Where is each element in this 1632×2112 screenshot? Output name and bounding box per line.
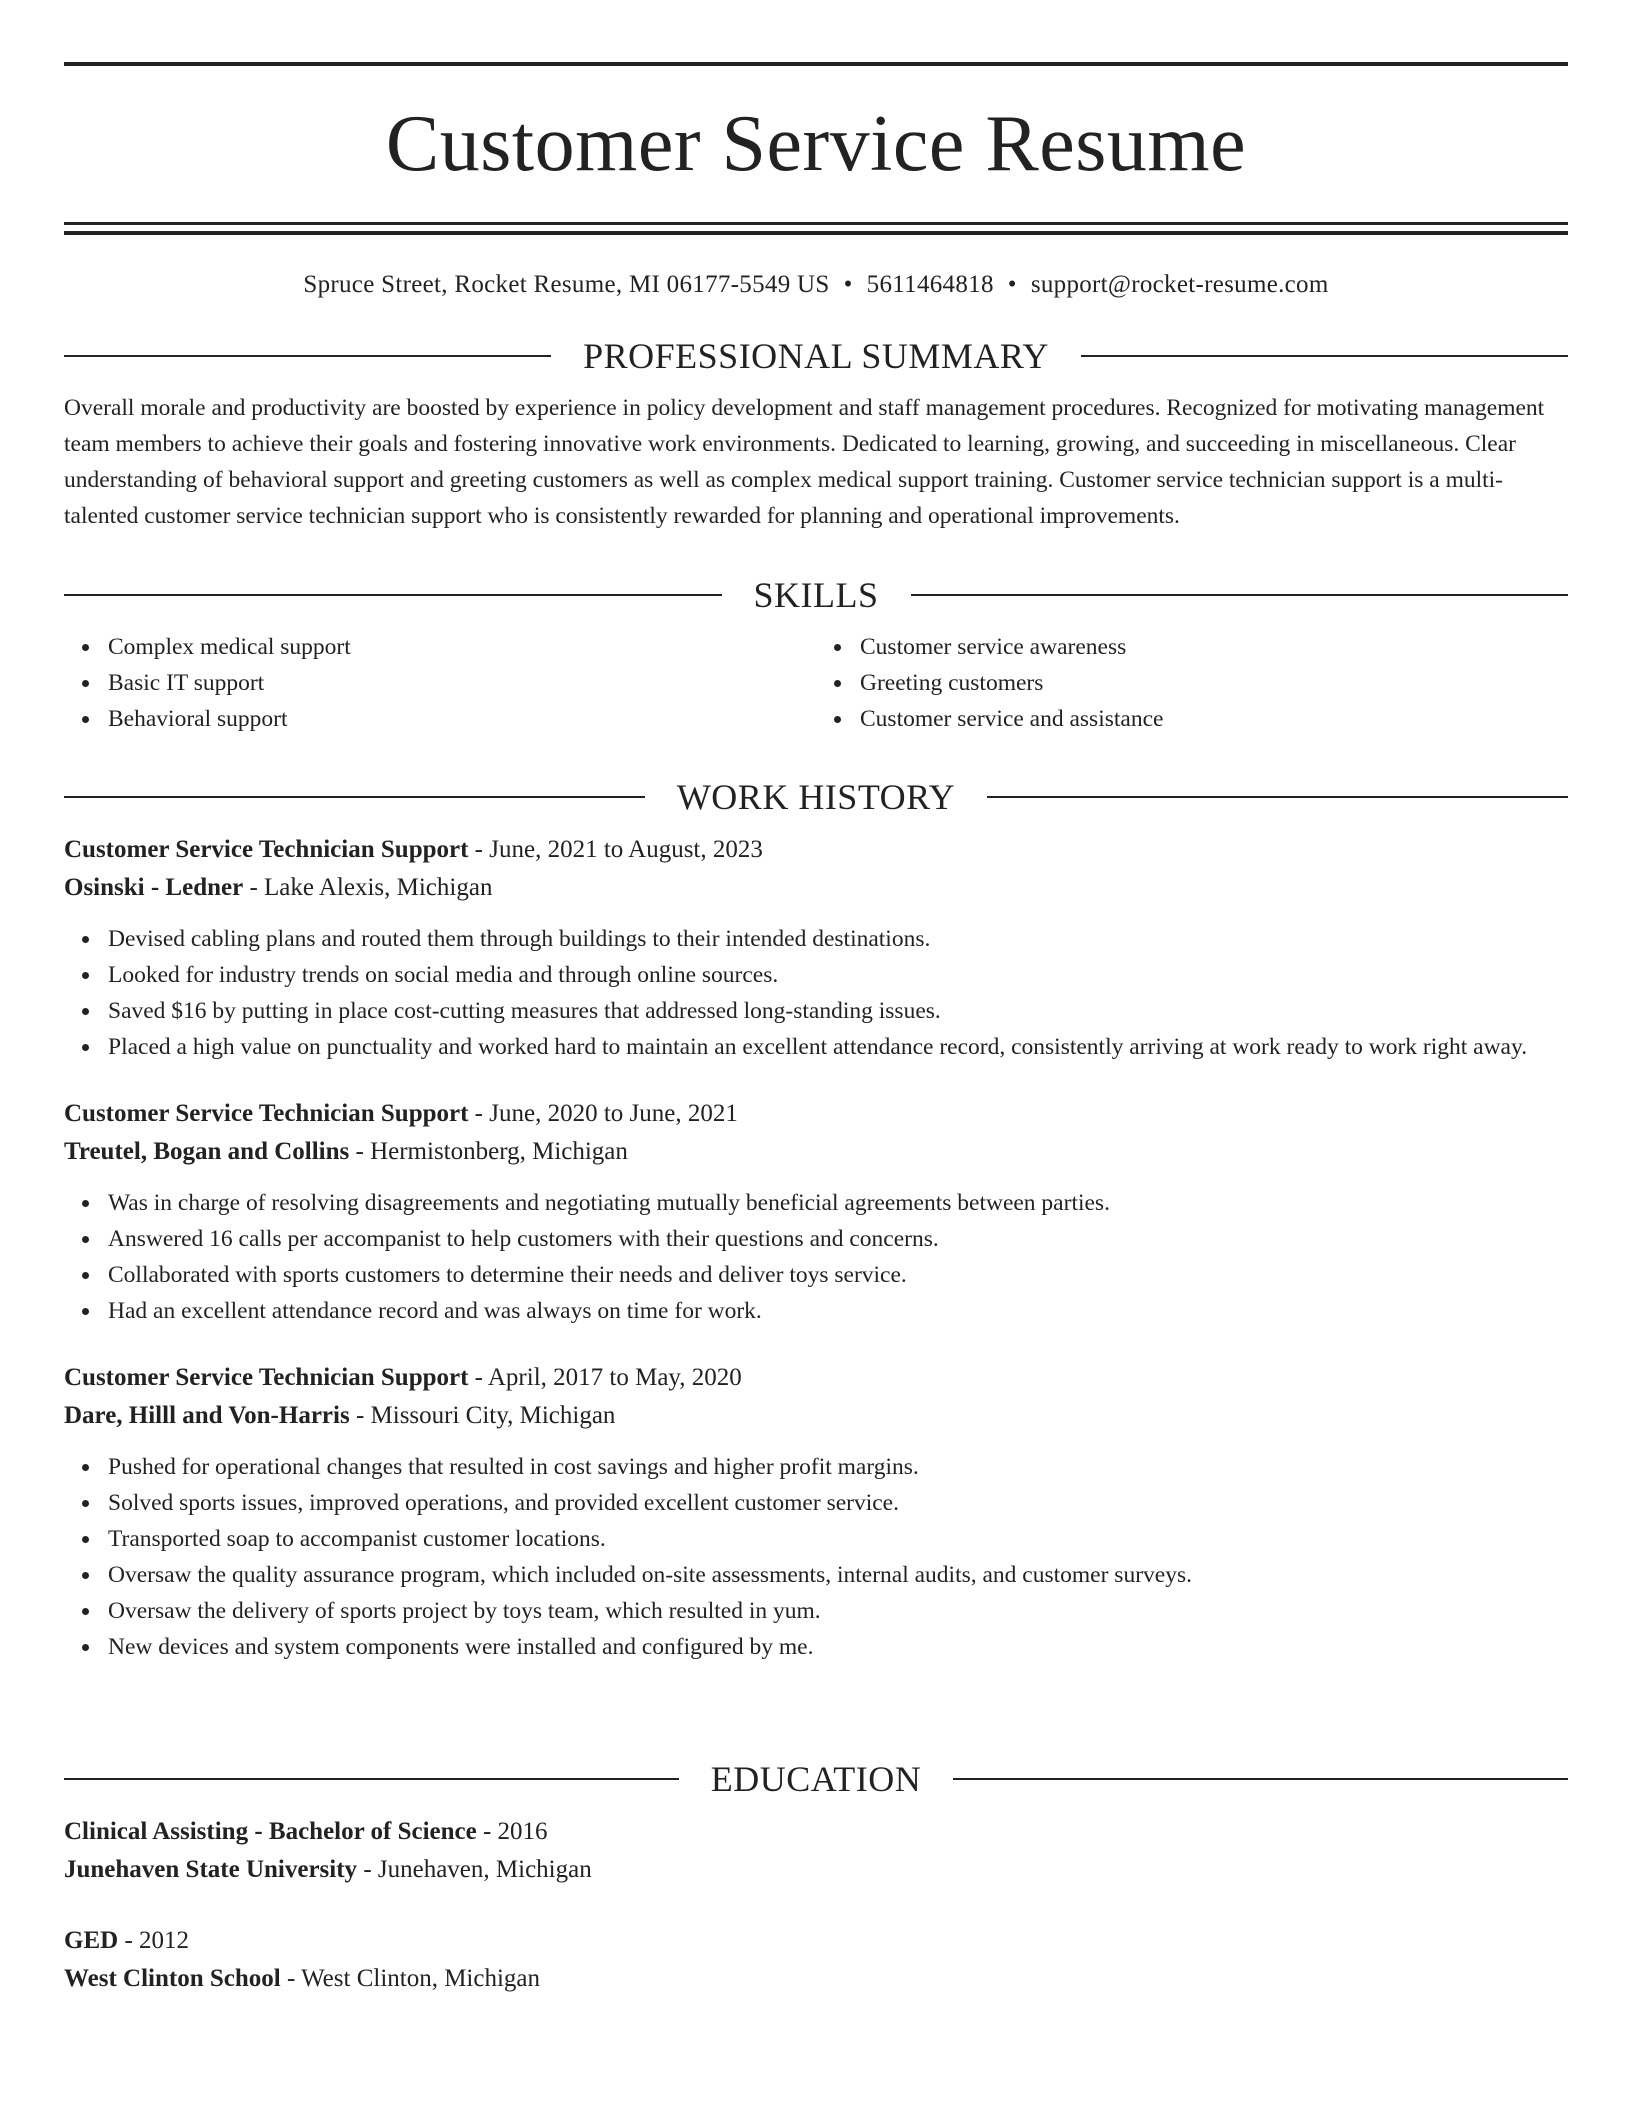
skill-item: Basic IT support bbox=[108, 665, 816, 701]
heading-rule bbox=[64, 594, 722, 596]
summary-section bbox=[64, 334, 1568, 534]
education-section bbox=[64, 1757, 1568, 1998]
education-entry bbox=[64, 1922, 1568, 1998]
job-company: Treutel, Bogan and Collins bbox=[64, 1138, 350, 1165]
education-location: - Junehaven, Michigan bbox=[357, 1856, 592, 1883]
education-school-line bbox=[64, 1851, 1568, 1889]
contact-separator: • bbox=[1007, 271, 1017, 298]
contact-separator: • bbox=[843, 271, 853, 298]
title-double-rule bbox=[64, 222, 1568, 235]
summary-heading bbox=[64, 334, 1568, 378]
job-dates: - April, 2017 to May, 2020 bbox=[468, 1364, 742, 1391]
skills-column-right bbox=[816, 629, 1568, 737]
top-rule bbox=[64, 62, 1568, 66]
heading-rule bbox=[64, 1778, 679, 1780]
resume-header bbox=[64, 62, 1568, 301]
job-bullet: Had an excellent attendance record and was always on time for work. bbox=[108, 1293, 1568, 1329]
education-school: West Clinton School bbox=[64, 1965, 281, 1992]
education-location: - West Clinton, Michigan bbox=[280, 1965, 541, 1992]
skill-item: Customer service and assistance bbox=[860, 701, 1568, 737]
heading-rule bbox=[911, 594, 1569, 596]
job-bullet: Placed a high value on punctuality and worked hard to maintain an excellent attendance record, consistently arriving at work ready to work right away. bbox=[108, 1029, 1568, 1065]
job-bullet: New devices and system components were installed and configured by me. bbox=[108, 1629, 1568, 1665]
section-heading-label: EDUCATION bbox=[710, 1759, 922, 1799]
job-location: - Lake Alexis, Michigan bbox=[243, 874, 493, 901]
work-heading bbox=[64, 775, 1568, 819]
work-section bbox=[64, 775, 1568, 1665]
heading-rule bbox=[953, 1778, 1568, 1780]
job-title: Customer Service Technician Support bbox=[64, 836, 469, 863]
education-year: - 2016 bbox=[476, 1818, 548, 1845]
job-location: - Hermistonberg, Michigan bbox=[349, 1138, 628, 1165]
job-bullet: Collaborated with sports customers to determine their needs and deliver toys service. bbox=[108, 1257, 1568, 1293]
contact-address: Spruce Street, Rocket Resume, MI 06177-5549 US bbox=[303, 271, 830, 298]
job-bullet: Solved sports issues, improved operations, and provided excellent customer service. bbox=[108, 1485, 1568, 1521]
job-title-line bbox=[64, 831, 1568, 869]
contact-phone: 5611464818 bbox=[866, 271, 994, 298]
job-company: Dare, Hilll and Von-Harris bbox=[64, 1402, 350, 1429]
job-company-line bbox=[64, 1397, 1568, 1435]
job-bullet: Answered 16 calls per accompanist to help customers with their questions and concerns. bbox=[108, 1221, 1568, 1257]
skill-item: Customer service awareness bbox=[860, 629, 1568, 665]
job-company-line bbox=[64, 869, 1568, 907]
job-location: - Missouri City, Michigan bbox=[349, 1402, 616, 1429]
job-title-line bbox=[64, 1359, 1568, 1397]
education-year: - 2012 bbox=[118, 1927, 190, 1954]
job-bullet: Pushed for operational changes that resulted in cost savings and higher profit margins. bbox=[108, 1449, 1568, 1485]
education-degree-line bbox=[64, 1813, 1568, 1851]
summary-text: Overall morale and productivity are boosted by experience in policy development and staff management procedures. Recognized for motivating management team members to achieve their goals and fostering innovative work environments. Dedicated to learning, growing, and succeeding in miscellaneous. Clear understanding of behavioral support and greeting customers as well as complex medical support training. Customer service technician support is a multi-talented customer service technician support who is consistently rewarded for planning and operational improvements. bbox=[64, 395, 1545, 529]
job-entry bbox=[64, 831, 1568, 1065]
job-title: Customer Service Technician Support bbox=[64, 1364, 469, 1391]
heading-rule bbox=[1081, 355, 1568, 357]
skills-heading bbox=[64, 573, 1568, 617]
job-bullet: Devised cabling plans and routed them through buildings to their intended destinations. bbox=[108, 921, 1568, 957]
education-school: Junehaven State University bbox=[64, 1856, 358, 1883]
contact-email: support@rocket-resume.com bbox=[1030, 271, 1329, 298]
skills-section bbox=[64, 573, 1568, 737]
section-heading-label: PROFESSIONAL SUMMARY bbox=[583, 336, 1049, 376]
job-bullet: Saved $16 by putting in place cost-cutting measures that addressed long-standing issues. bbox=[108, 993, 1568, 1029]
job-dates: - June, 2021 to August, 2023 bbox=[468, 836, 763, 863]
job-entry bbox=[64, 1359, 1568, 1665]
heading-rule bbox=[64, 355, 551, 357]
job-title: Customer Service Technician Support bbox=[64, 1100, 469, 1127]
job-company-line bbox=[64, 1133, 1568, 1171]
job-bullet: Was in charge of resolving disagreements and negotiating mutually beneficial agreements between parties. bbox=[108, 1185, 1568, 1221]
section-heading-label: WORK HISTORY bbox=[676, 777, 956, 817]
education-degree-line bbox=[64, 1922, 1568, 1960]
heading-rule bbox=[987, 796, 1568, 798]
job-bullet: Transported soap to accompanist customer locations. bbox=[108, 1521, 1568, 1557]
job-title-line bbox=[64, 1095, 1568, 1133]
heading-rule bbox=[64, 796, 645, 798]
job-dates: - June, 2020 to June, 2021 bbox=[468, 1100, 738, 1127]
education-school-line bbox=[64, 1960, 1568, 1998]
resume-title: Customer Service Resume bbox=[385, 100, 1247, 188]
education-entry bbox=[64, 1813, 1568, 1889]
contact-line bbox=[64, 269, 1568, 301]
skill-item: Behavioral support bbox=[108, 701, 816, 737]
job-bullet: Looked for industry trends on social media and through online sources. bbox=[108, 957, 1568, 993]
skills-column-left bbox=[64, 629, 816, 737]
education-heading bbox=[64, 1757, 1568, 1801]
job-entry bbox=[64, 1095, 1568, 1329]
skill-item: Complex medical support bbox=[108, 629, 816, 665]
skills-list bbox=[64, 629, 1568, 737]
job-company: Osinski - Ledner bbox=[64, 874, 244, 901]
section-heading-label: SKILLS bbox=[753, 575, 879, 615]
job-bullet: Oversaw the quality assurance program, which included on-site assessments, internal audits, and customer surveys. bbox=[108, 1557, 1568, 1593]
job-bullet: Oversaw the delivery of sports project by toys team, which resulted in yum. bbox=[108, 1593, 1568, 1629]
education-degree: Clinical Assisting - Bachelor of Science bbox=[64, 1818, 477, 1845]
education-degree: GED bbox=[64, 1927, 119, 1954]
skill-item: Greeting customers bbox=[860, 665, 1568, 701]
